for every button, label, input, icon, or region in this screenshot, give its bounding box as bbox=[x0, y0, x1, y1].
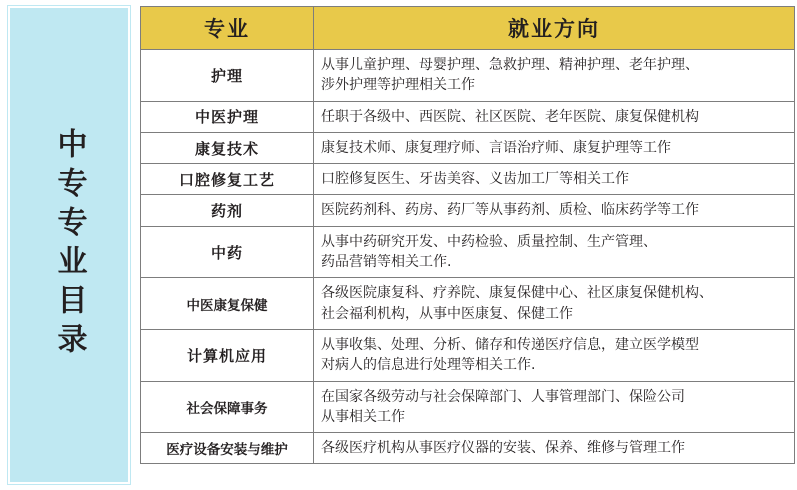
direction-line: 康复技术师、康复理疗师、言语治疗师、康复护理等工作 bbox=[321, 139, 671, 156]
direction-line: 医院药剂科、药房、药厂等从事药剂、质检、临床药学等工作 bbox=[321, 202, 699, 219]
direction-line: 各级医疗机构从事医疗仪器的安装、保养、维修与管理工作 bbox=[321, 440, 685, 457]
direction-cell bbox=[314, 164, 795, 195]
major-cell: 计算机应用 bbox=[141, 329, 314, 381]
direction-cell bbox=[314, 132, 795, 163]
table-row bbox=[141, 226, 795, 278]
side-title-panel bbox=[8, 6, 130, 484]
direction-cell bbox=[314, 278, 795, 330]
direction-line: 从事儿童护理、母婴护理、急救护理、精神护理、老年护理、 bbox=[321, 57, 699, 73]
table-row bbox=[141, 132, 795, 163]
table-row bbox=[141, 50, 795, 102]
table-row bbox=[141, 433, 795, 464]
direction-cell bbox=[314, 195, 795, 226]
table-row bbox=[141, 329, 795, 381]
major-cell: 药剂 bbox=[141, 195, 314, 226]
major-cell: 中药 bbox=[141, 226, 314, 278]
major-cell: 社会保障事务 bbox=[141, 381, 314, 433]
table-body bbox=[141, 50, 795, 464]
table-row bbox=[141, 164, 795, 195]
direction-cell bbox=[314, 101, 795, 132]
direction-line: 各级医院康复科、疗养院、康复保健中心、社区康复保健机构、 bbox=[321, 285, 713, 302]
direction-line: 任职于各级中、西医院、社区医院、老年医院、康复保健机构 bbox=[321, 108, 699, 125]
direction-line: 从事中药研究开发、中药检验、质量控制、生产管理、 bbox=[321, 233, 657, 250]
table-row bbox=[141, 278, 795, 330]
major-cell: 医疗设备安装与维护 bbox=[141, 433, 314, 464]
direction-line: 社会福利机构，从事中医康复、保健工作 bbox=[321, 305, 573, 322]
table-head bbox=[141, 7, 795, 50]
direction-line: 在国家各级劳动与社会保障部门、人事管理部门、保险公司 bbox=[321, 388, 685, 405]
direction-cell bbox=[314, 50, 795, 102]
direction-cell bbox=[314, 329, 795, 381]
table-row bbox=[141, 101, 795, 132]
table-header-row bbox=[141, 7, 795, 50]
direction-cell bbox=[314, 381, 795, 433]
direction-line: 涉外护理等护理相关工作 bbox=[321, 77, 475, 94]
major-cell: 中医康复保健 bbox=[141, 278, 314, 330]
direction-line: 从事相关工作 bbox=[321, 408, 405, 425]
majors-table-wrapper bbox=[140, 6, 788, 464]
major-cell: 护理 bbox=[141, 50, 314, 102]
direction-line: 口腔修复医生、牙齿美容、义齿加工厂等相关工作 bbox=[321, 171, 629, 188]
header-major: 专业 bbox=[141, 7, 314, 50]
direction-line: 对病人的信息进行处理等相关工作. bbox=[321, 357, 536, 374]
direction-line: 药品营销等相关工作. bbox=[321, 254, 452, 271]
direction-cell bbox=[314, 433, 795, 464]
major-cell: 中医护理 bbox=[141, 101, 314, 132]
majors-table bbox=[140, 6, 795, 464]
header-direction: 就业方向 bbox=[314, 7, 795, 50]
table-row bbox=[141, 195, 795, 226]
direction-cell bbox=[314, 226, 795, 278]
side-title-text: 中专专业目录 bbox=[51, 128, 87, 362]
direction-line: 从事收集、处理、分析、储存和传递医疗信息，建立医学模型 bbox=[321, 336, 699, 353]
major-cell: 口腔修复工艺 bbox=[141, 164, 314, 195]
table-row bbox=[141, 381, 795, 433]
major-cell: 康复技术 bbox=[141, 132, 314, 163]
